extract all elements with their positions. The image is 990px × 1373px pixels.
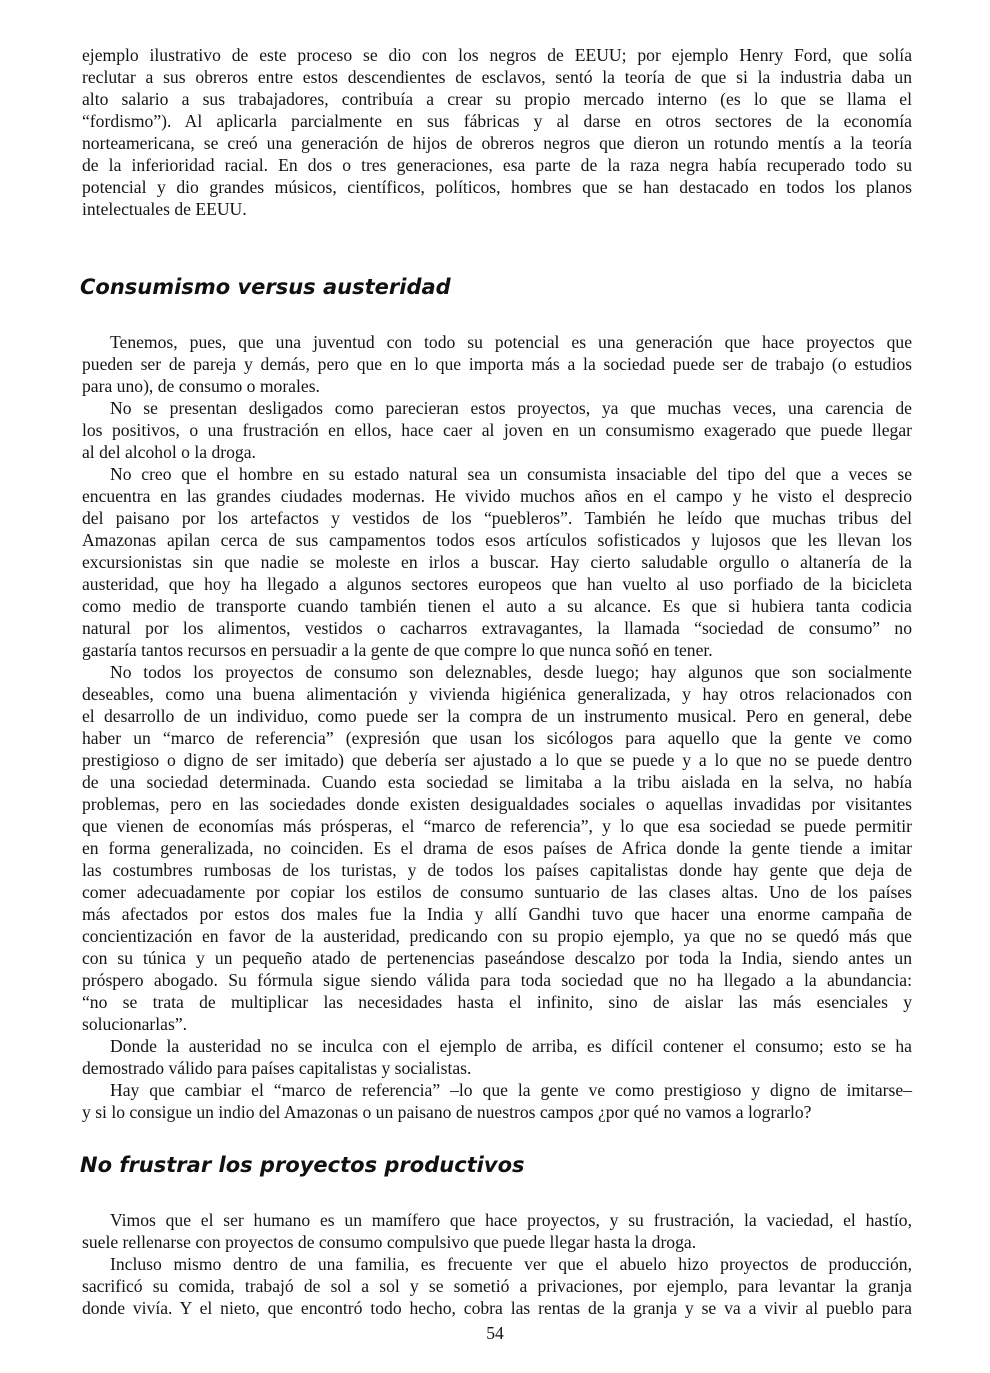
text-line: sacrificó su comida, trabajó de sol a sol y se sometió a privaciones, por ejemplo, para levantar la granja [82,1276,912,1296]
text-line: que vienen de economías más prósperas, el “marco de referencia”, y lo que esa sociedad se puede permitir [82,816,912,836]
text-line: de la inferioridad racial. En dos o tres generaciones, esa parte de la raza negra había recuperado todo su [82,155,912,175]
text-line: Vimos que el ser humano es un mamífero que hace proyectos, y su frustración, la vaciedad, el hastío, [110,1210,912,1230]
text-line: encuentra en las grandes ciudades modernas. He vivido muchos años en el campo y he visto el desprecio [82,486,912,506]
text-line: “fordismo”). Al aplicarla parcialmente en sus fábricas y al darse en otros sectores de la economía [82,111,912,131]
text-line: No se presentan desligados como parecieran estos proyectos, ya que muchas veces, una carencia de [110,398,912,418]
text-line: más afectados por estos dos males fue la India y allí Gandhi tuvo que hacer una enorme campaña de [82,904,912,924]
text-line: No creo que el hombre en su estado natural sea un consumista insaciable del tipo del que a veces se [110,464,912,484]
text-line: donde vivía. Y el nieto, que encontró todo hecho, cobra las rentas de la granja y se va a vivir al pueblo para [82,1298,912,1318]
text-line: potencial y dio grandes músicos, científicos, políticos, hombres que se han destacado en todos los planos [82,177,912,197]
text-line: natural por los alimentos, vestidos o cacharros extravagantes, la llamada “sociedad de consumo” no [82,618,912,638]
text-line: reclutar a sus obreros entre estos descendientes de esclavos, sentó la teoría de que si la industria daba un [82,67,912,87]
text-line: del paisano por los artefactos y vestidos de los “puebleros”. También he leído que muchas tribus del [82,508,912,528]
text-line: para uno), de consumo o morales. [82,376,320,396]
page-number: 54 [486,1323,504,1343]
text-line: alto salario a sus trabajadores, contribuía a crear su propio mercado interno (es lo que se llama el [82,89,912,109]
text-line: y si lo consigue un indio del Amazonas o un paisano de nuestros campos ¿por qué no vamos a lograrlo? [82,1102,812,1122]
text-line: los positivos, o una frustración en ellos, hace caer al joven en un consumismo exagerado que puede llegar [82,420,912,440]
text-line: comer adecuadamente por copiar los estilos de consumo suntuario de las clases altas. Uno de los países [82,882,912,902]
text-line: el desarrollo de un individuo, como puede ser la compra de un instrumento musical. Pero en general, debe [82,706,912,726]
section-heading: Consumismo versus austeridad [80,275,451,299]
text-line: pueden ser de pareja y demás, pero que en lo que importa más a la sociedad puede ser de trabajo (o estudios [82,354,912,374]
text-line: Donde la austeridad no se inculca con el ejemplo de arriba, es difícil contener el consumo; esto se ha [110,1036,912,1056]
text-line: No todos los proyectos de consumo son deleznables, desde luego; hay algunos que son socialmente [110,662,912,682]
text-line: como medio de transporte cuando también tienen el auto a su alcance. Es que si hubiera tanta codicia [82,596,912,616]
text-line: próspero abogado. Su fórmula sigue siendo válida para toda sociedad que no ha llegado a la abundancia: [82,970,912,990]
text-line: Tenemos, pues, que una juventud con todo su potencial es una generación que hace proyectos que [110,332,912,352]
text-line: norteamericana, se creó una generación de hijos de obreros negros que dieron un rotundo mentís a la teoría [82,133,912,153]
text-line: suele rellenarse con proyectos de consumo compulsivo que puede llegar hasta la droga. [82,1232,697,1252]
text-line: austeridad, que hoy ha llegado a algunos sectores europeos que han vuelto al uso porfiado de la bicicleta [82,574,912,594]
text-line: prestigioso o digno de ser imitado) que debería ser ajustado a lo que se puede y a lo que no se puede dentro [82,750,912,770]
text-line: excursionistas sin que nadie se moleste en irlos a buscar. Hay cierto saludable orgullo o altanería de la [82,552,912,572]
text-line: al del alcohol o la droga. [82,442,256,462]
text-line: intelectuales de EEUU. [82,199,247,219]
text-line: problemas, pero en las sociedades donde existen desigualdades sociales o aquellas invadidas por visitantes [82,794,912,814]
text-line: demostrado válido para países capitalistas y socialistas. [82,1058,472,1078]
text-line: ejemplo ilustrativo de este proceso se dio con los negros de EEUU; por ejemplo Henry Ford, que solía [82,45,912,65]
text-line: gastaría tantos recursos en persuadir a la gente de que compre lo que nunca soñó en tener. [82,640,713,660]
text-line: solucionarlas”. [82,1014,188,1034]
text-line: Hay que cambiar el “marco de referencia” –lo que la gente ve como prestigioso y digno de imitarse– [110,1080,912,1100]
text-line: Incluso mismo dentro de una familia, es frecuente ver que el abuelo hizo proyectos de producción, [110,1254,912,1274]
text-line: de una sociedad determinada. Cuando esta sociedad se limitaba a la tribu aislada en la selva, no había [82,772,912,792]
text-line: Amazonas apilan cerca de sus campamentos todos esos artículos sofisticados y lujosos que les llevan los [82,530,912,550]
text-line: haber un “marco de referencia” (expresión que usan los sicólogos para aquello que la gente ve como [82,728,912,748]
text-line: con su túnica y un pequeño atado de pertenencias paseándose descalzo por toda la India, siendo antes un [82,948,912,968]
text-line: concientización en favor de la austeridad, predicando con su propio ejemplo, ya que no se quedó más que [82,926,912,946]
text-line: las costumbres rumbosas de los turistas, y de todos los países capitalistas donde hay gente que deja de [82,860,912,880]
text-line: en forma generalizada, no coinciden. Es el drama de esos países de Africa donde la gente tiende a imitar [82,838,912,858]
text-line: deseables, como una buena alimentación y vivienda higiénica generalizada, y hay otros relacionados con [82,684,912,704]
section-heading: No frustrar los proyectos productivos [80,1153,525,1177]
text-line: “no se trata de multiplicar las necesidades hasta el infinito, sino de aislar las más esenciales y [82,992,912,1012]
